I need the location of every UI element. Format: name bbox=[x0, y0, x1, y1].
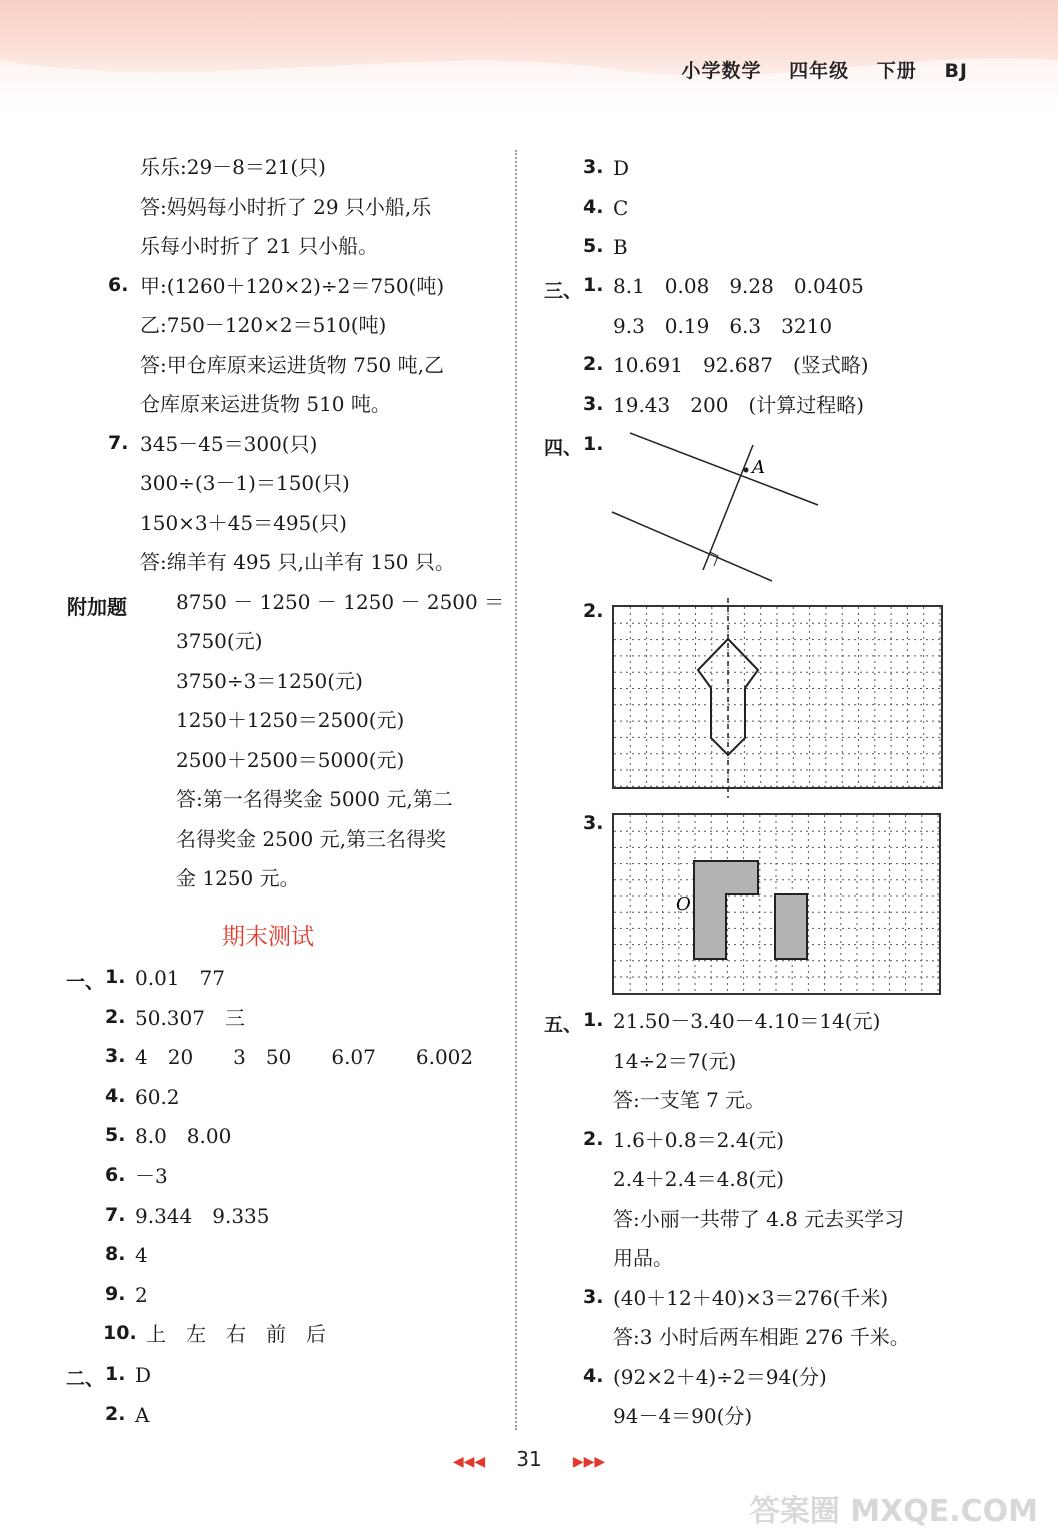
answer-line: C bbox=[613, 195, 629, 220]
prev-arrows-icon: ◀◀◀ bbox=[452, 1454, 486, 1470]
question-number: 2. bbox=[583, 353, 604, 375]
answer-line: 答:3 小时后两车相距 276 千米。 bbox=[613, 1325, 910, 1349]
answer-line: D bbox=[135, 1363, 152, 1387]
page-number: 31 bbox=[516, 1447, 542, 1471]
answer-line: 金 1250 元。 bbox=[176, 866, 300, 890]
answer-line: －3 bbox=[135, 1164, 168, 1188]
section-label: 一、 bbox=[66, 971, 105, 993]
question-number: 5. bbox=[583, 235, 604, 257]
question-number: 7. bbox=[108, 432, 129, 454]
shape-rotated bbox=[775, 894, 807, 959]
answer-line: 21.50－3.40－4.10＝14(元) bbox=[613, 1009, 881, 1033]
answer-line: 2.4＋2.4＝4.8(元) bbox=[613, 1167, 785, 1191]
answer-line: (40＋12＋40)×3＝276(千米) bbox=[613, 1285, 889, 1310]
answer-line: 8750 － 1250 － 1250 － 2500 ＝ bbox=[176, 590, 505, 614]
header-wave-decoration bbox=[0, 0, 1058, 110]
question-number: 3. bbox=[105, 1045, 126, 1068]
answer-line: B bbox=[613, 235, 628, 259]
answer-line: 50.307 三 bbox=[135, 1005, 245, 1030]
answer-line: 上 左 右 前 后 bbox=[146, 1322, 326, 1347]
answer-line: 60.2 bbox=[135, 1084, 180, 1109]
answer-line: 9.344 9.335 bbox=[135, 1203, 270, 1228]
answer-line: 8.0 8.00 bbox=[135, 1124, 232, 1149]
answer-line: 乐乐:29－8＝21(只) bbox=[140, 155, 326, 179]
watermark: 答案圈 MXQE.COM bbox=[749, 1494, 1038, 1529]
column-divider bbox=[515, 150, 517, 1430]
question-number: 1. bbox=[105, 1363, 126, 1385]
answer-line: 14÷2＝7(元) bbox=[613, 1048, 737, 1073]
answer-line: 8.1 0.08 9.28 0.0405 bbox=[613, 274, 864, 298]
answer-line: 名得奖金 2500 元,第三名得奖 bbox=[176, 827, 446, 851]
header-volume: 下册 bbox=[876, 60, 917, 82]
question-number: 4. bbox=[583, 195, 604, 218]
question-number: 3. bbox=[583, 1285, 604, 1308]
point-a bbox=[744, 468, 749, 473]
next-arrows-icon: ▶▶▶ bbox=[572, 1454, 606, 1470]
answer-line: 答:一支笔 7 元。 bbox=[613, 1088, 766, 1112]
answer-line: 10.691 92.687 (竖式略) bbox=[613, 353, 869, 377]
question-number: 8. bbox=[105, 1243, 126, 1266]
answer-line: 345－45＝300(只) bbox=[140, 432, 318, 456]
question-number: 2. bbox=[105, 1005, 126, 1028]
answer-line: 用品。 bbox=[613, 1246, 673, 1270]
question-number: 2. bbox=[583, 600, 604, 622]
answer-line: 3750(元) bbox=[176, 629, 263, 653]
parallel-line-upper bbox=[630, 433, 818, 505]
answer-line: 300÷(3－1)＝150(只) bbox=[140, 471, 350, 495]
answer-line: 150×3＋45＝495(只) bbox=[140, 511, 347, 535]
page-header bbox=[0, 0, 1058, 110]
answer-line: 2 bbox=[135, 1282, 148, 1307]
answer-line: 答:妈妈每小时折了 29 只小船,乐 bbox=[140, 195, 432, 219]
question-number: 4. bbox=[105, 1084, 126, 1107]
question-number: 1. bbox=[583, 1009, 604, 1031]
section-label: 二、 bbox=[66, 1368, 105, 1390]
question-number: 10. bbox=[103, 1322, 137, 1345]
point-a-label: A bbox=[752, 457, 765, 478]
answer-line: 答:绵羊有 495 只,山羊有 150 只。 bbox=[140, 550, 455, 574]
answer-line: A bbox=[135, 1402, 150, 1427]
answer-line: D bbox=[613, 156, 630, 180]
answer-line: 3750÷3＝1250(元) bbox=[176, 669, 363, 693]
answer-line: 答:甲仓库原来运进货物 750 吨,乙 bbox=[140, 353, 444, 377]
question-number: 4. bbox=[583, 1364, 604, 1387]
question-number: 5. bbox=[105, 1124, 126, 1147]
answer-line: 0.01 77 bbox=[135, 966, 225, 990]
answer-line: 9.3 0.19 6.3 3210 bbox=[613, 313, 833, 338]
origin-label: O bbox=[676, 894, 691, 915]
answer-line: 4 bbox=[135, 1243, 148, 1268]
header-edition: BJ bbox=[944, 60, 968, 82]
header-title bbox=[662, 56, 968, 83]
symmetry-figure bbox=[600, 598, 950, 798]
question-number: 6. bbox=[105, 1164, 126, 1186]
question-number: 1. bbox=[583, 433, 604, 455]
answer-line: 答:小丽一共带了 4.8 元去买学习 bbox=[613, 1206, 905, 1231]
answer-line: 1250＋1250＝2500(元) bbox=[176, 708, 405, 732]
parallel-lines-figure bbox=[600, 425, 840, 590]
answer-line: 1.6＋0.8＝2.4(元) bbox=[613, 1127, 785, 1152]
question-number: 3. bbox=[583, 392, 604, 415]
question-number: 6. bbox=[108, 274, 129, 296]
section-label: 三、 bbox=[544, 280, 583, 302]
answer-line: 仓库原来运进货物 510 吨。 bbox=[140, 392, 391, 416]
answer-line: 2500＋2500＝5000(元) bbox=[176, 748, 405, 772]
answer-line: 94－4＝90(分) bbox=[613, 1404, 753, 1428]
answer-line: 19.43 200 (计算过程略) bbox=[613, 392, 865, 417]
answer-line: 4 20 3 50 6.07 6.002 bbox=[135, 1045, 474, 1070]
answer-line: 乐每小时折了 21 只小船。 bbox=[140, 234, 379, 258]
extra-question-label: 附加题 bbox=[67, 595, 127, 619]
section-label: 五、 bbox=[544, 1014, 583, 1036]
answer-line: 答:第一名得奖金 5000 元,第二 bbox=[176, 787, 453, 811]
section-title: 期末测试 bbox=[222, 924, 314, 950]
section-label: 四、 bbox=[544, 437, 583, 459]
question-number: 1. bbox=[583, 274, 604, 296]
parallel-line-lower bbox=[612, 512, 772, 581]
shape-original bbox=[694, 861, 758, 959]
rotation-figure bbox=[612, 813, 939, 993]
question-number: 3. bbox=[583, 156, 604, 178]
header-grade: 四年级 bbox=[789, 60, 850, 82]
question-number: 2. bbox=[105, 1402, 126, 1425]
answer-line: 甲:(1260＋120×2)÷2＝750(吨) bbox=[140, 274, 445, 298]
question-number: 2. bbox=[583, 1127, 604, 1150]
answer-line: (92×2＋4)÷2＝94(分) bbox=[613, 1364, 827, 1389]
question-number: 1. bbox=[105, 966, 126, 988]
question-number: 7. bbox=[105, 1203, 126, 1226]
answer-line: 乙:750－120×2＝510(吨) bbox=[140, 313, 387, 337]
header-subject: 小学数学 bbox=[681, 60, 762, 82]
question-number: 9. bbox=[105, 1282, 126, 1305]
page-footer bbox=[0, 1447, 1058, 1471]
question-number: 3. bbox=[583, 812, 604, 834]
